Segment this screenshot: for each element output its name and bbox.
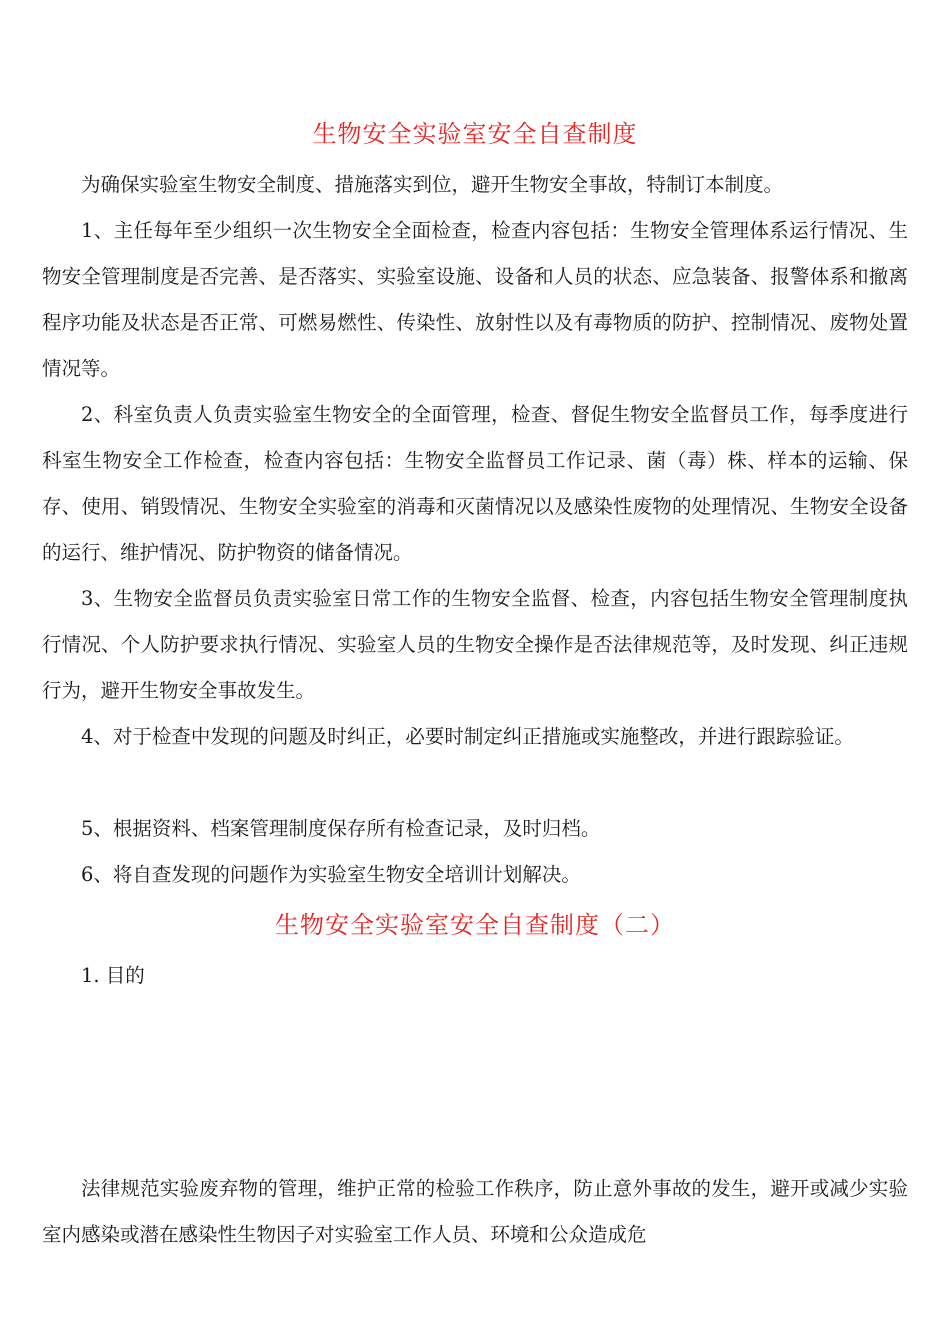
- purpose-paragraph: 法律规范实验废弃物的管理，维护正常的检验工作秩序，防止意外事故的发生，避开或减少实验室内感染或潜在感染性生物因子对实验室工作人员、环境和公众造成危: [42, 1177, 908, 1246]
- section-title-2: 生物安全实验室安全自查制度（二）: [275, 911, 675, 939]
- purpose-heading: 1. 目的: [81, 964, 145, 987]
- rule-item-6: 6、将自查发现的问题作为实验室生物安全培训计划解决。: [81, 863, 581, 886]
- rule-item-4: 4、对于检查中发现的问题及时纠正，必要时制定纠正措施或实施整改，并进行跟踪验证。: [81, 725, 854, 748]
- rule-item-5: 5、根据资料、档案管理制度保存所有检查记录，及时归档。: [81, 817, 601, 840]
- rule-item-3: 3、生物安全监督员负责实验室日常工作的生物安全监督、检查，内容包括生物安全管理制度执行情况、个人防护要求执行情况、实验室人员的生物安全操作是否法律规范等，及时发现、纠正违规行为，避开生物安全事故发生。: [42, 587, 908, 702]
- intro-paragraph: 为确保实验室生物安全制度、措施落实到位，避开生物安全事故，特制订本制度。: [81, 173, 784, 196]
- document-title: 生物安全实验室安全自查制度: [312, 120, 638, 148]
- rule-item-2: 2、科室负责人负责实验室生物安全的全面管理，检查、督促生物安全监督员工作，每季度进行科室生物安全工作检查，检查内容包括：生物安全监督员工作记录、菌（毒）株、样本的运输、保存、使用、销毁情况、生物安全实验室的消毒和灭菌情况以及感染性废物的处理情况、生物安全设备的运行、维护情况、防护物资的储备情况。: [42, 403, 908, 564]
- rule-item-1: 1、主任每年至少组织一次生物安全全面检查，检查内容包括：生物安全管理体系运行情况、生物安全管理制度是否完善、是否落实、实验室设施、设备和人员的状态、应急装备、报警体系和撤离程序功能及状态是否正常、可燃易燃性、传染性、放射性以及有毒物质的防护、控制情况、废物处置情况等。: [42, 219, 908, 380]
